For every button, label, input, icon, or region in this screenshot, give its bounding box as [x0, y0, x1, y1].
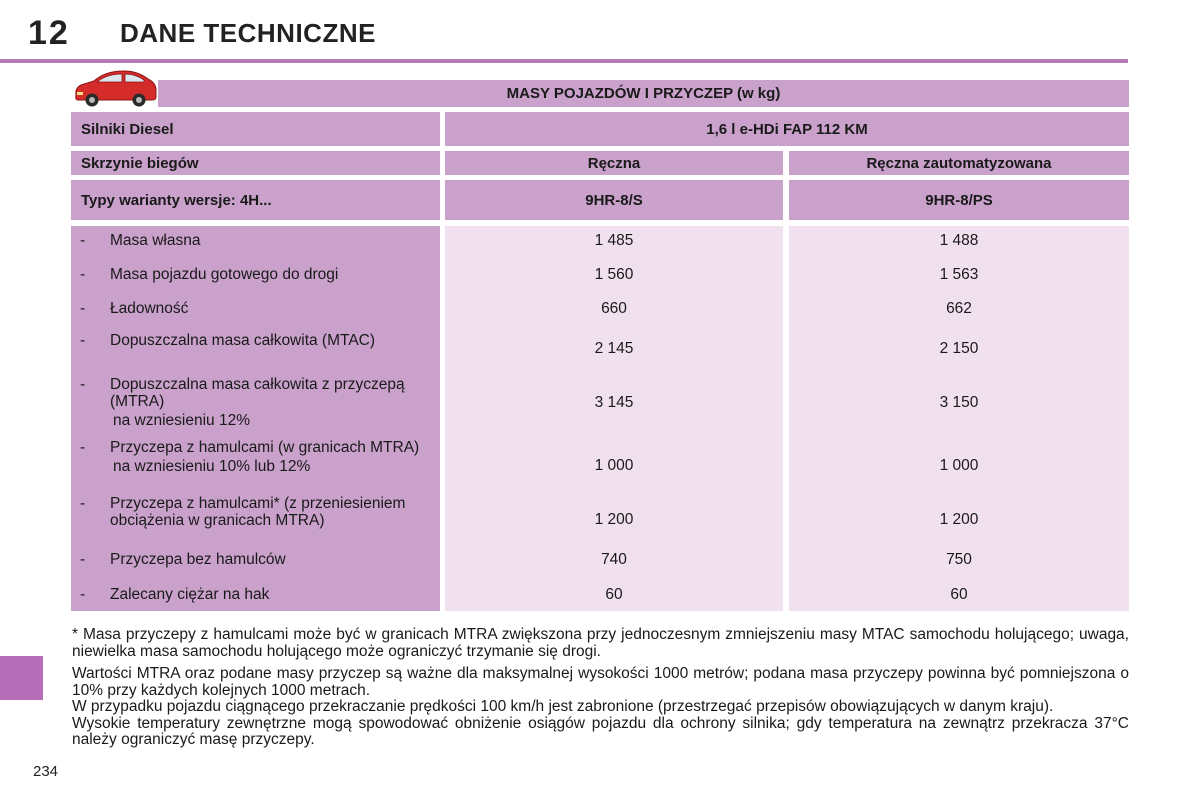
row-dash: - — [80, 551, 86, 568]
row-dash: - — [80, 586, 86, 603]
row-label-text: Przyczepa bez hamulców — [110, 551, 286, 568]
table-row-label — [80, 551, 435, 568]
row-value-manual: 2 145 — [594, 340, 634, 357]
row-label-text: Zalecany ciężar na hak — [110, 586, 270, 603]
row-value-auto: 1 563 — [939, 266, 979, 283]
table-row-label — [80, 266, 435, 283]
row-value-auto: 1 000 — [939, 457, 979, 474]
row-label-subtext: na wzniesieniu 10% lub 12% — [113, 458, 311, 475]
row-value-auto: 1 200 — [939, 511, 979, 528]
row-value-manual: 60 — [605, 586, 623, 603]
engine-label: Silniki Diesel — [71, 112, 440, 146]
row-label-text: Ładowność — [110, 300, 189, 317]
gearbox-label: Skrzynie biegów — [71, 151, 440, 175]
table-row-label — [80, 332, 380, 349]
types-label: Typy warianty wersje: 4H... — [71, 180, 440, 220]
row-value-auto: 1 488 — [939, 232, 979, 249]
row-dash: - — [80, 495, 86, 512]
page-title: DANE TECHNICZNE — [120, 18, 376, 48]
row-value-manual: 740 — [601, 551, 627, 568]
type-manual: 9HR-8/S — [445, 180, 783, 220]
row-value-auto: 662 — [946, 300, 972, 317]
table-row-label — [80, 300, 435, 317]
row-value-manual: 1 560 — [594, 266, 634, 283]
row-label-text: Przyczepa z hamulcami* (z przeniesieniem obciążenia w granicach MTRA) — [110, 495, 406, 529]
row-dash: - — [80, 332, 86, 349]
table-row-label — [80, 586, 435, 603]
row-label-text: Masa własna — [110, 232, 201, 249]
row-dash: - — [80, 439, 86, 456]
row-value-auto: 60 — [950, 586, 968, 603]
row-dash: - — [80, 300, 86, 317]
row-dash: - — [80, 232, 86, 249]
car-icon — [72, 68, 158, 108]
row-dash: - — [80, 266, 86, 283]
note-paragraph: Wysokie temperatury zewnętrzne mogą spowodować obniżenie osiągów pojazdu dla ochrony silnika; gdy temperatura na zewnątrz przekracza 37°C należy ograniczyć masę przyczepy. — [72, 714, 1129, 748]
header-divider — [0, 59, 1128, 63]
table-row-label — [80, 495, 410, 529]
gearbox-auto: Ręczna zautomatyzowana — [789, 151, 1129, 175]
chapter-side-tab — [0, 656, 43, 700]
row-dash: - — [80, 376, 86, 393]
row-value-auto: 750 — [946, 551, 972, 568]
row-label-text: Dopuszczalna masa całkowita (MTAC) — [110, 332, 376, 349]
row-label-text: Masa pojazdu gotowego do drogi — [110, 266, 339, 283]
table-title: MASY POJAZDÓW I PRZYCZEP (w kg) — [158, 80, 1129, 107]
row-value-manual: 1 200 — [594, 511, 634, 528]
type-auto: 9HR-8/PS — [789, 180, 1129, 220]
row-value-auto: 2 150 — [939, 340, 979, 357]
row-value-manual: 660 — [601, 300, 627, 317]
note-paragraph: Wartości MTRA oraz podane masy przyczep są ważne dla maksymalnej wysokości 1000 metrów; podana masa przyczepy powinna być pomniejszona o 10% przy każdych kolejnych 1000 metrach. — [72, 665, 1129, 699]
row-value-auto: 3 150 — [939, 394, 979, 411]
row-value-manual: 1 000 — [594, 457, 634, 474]
gearbox-manual: Ręczna — [445, 151, 783, 175]
row-value-manual: 3 145 — [594, 394, 634, 411]
row-label-text: Przyczepa z hamulcami (w granicach MTRA) — [110, 439, 420, 456]
chapter-number: 12 — [28, 14, 70, 52]
footnote-text: * Masa przyczepy z hamulcami może być w granicach MTRA zwiększona przy jednoczesnym zmniejszeniu masy MTAC samochodu holującego; uwaga, niewielka masa samochodu holującego może ograniczyć trzymanie się drogi. — [72, 626, 1129, 660]
footnote — [72, 627, 1129, 660]
table-row-label — [80, 439, 435, 475]
row-value-manual: 1 485 — [594, 232, 634, 249]
page-number: 234 — [33, 763, 59, 780]
table-row-label — [80, 376, 420, 429]
row-label-text: Dopuszczalna masa całkowita z przyczepą (MTRA) — [110, 376, 405, 410]
engine-value: 1,6 l e-HDi FAP 112 KM — [445, 112, 1129, 146]
row-label-subtext: na wzniesieniu 12% — [113, 412, 251, 429]
note-paragraph: W przypadku pojazdu ciągnącego przekraczanie prędkości 100 km/h jest zabronione (przestrzegać przepisów obowiązujących w danym kraju). — [72, 698, 1054, 715]
table-row-label — [80, 232, 435, 249]
notes-block — [72, 666, 1129, 749]
